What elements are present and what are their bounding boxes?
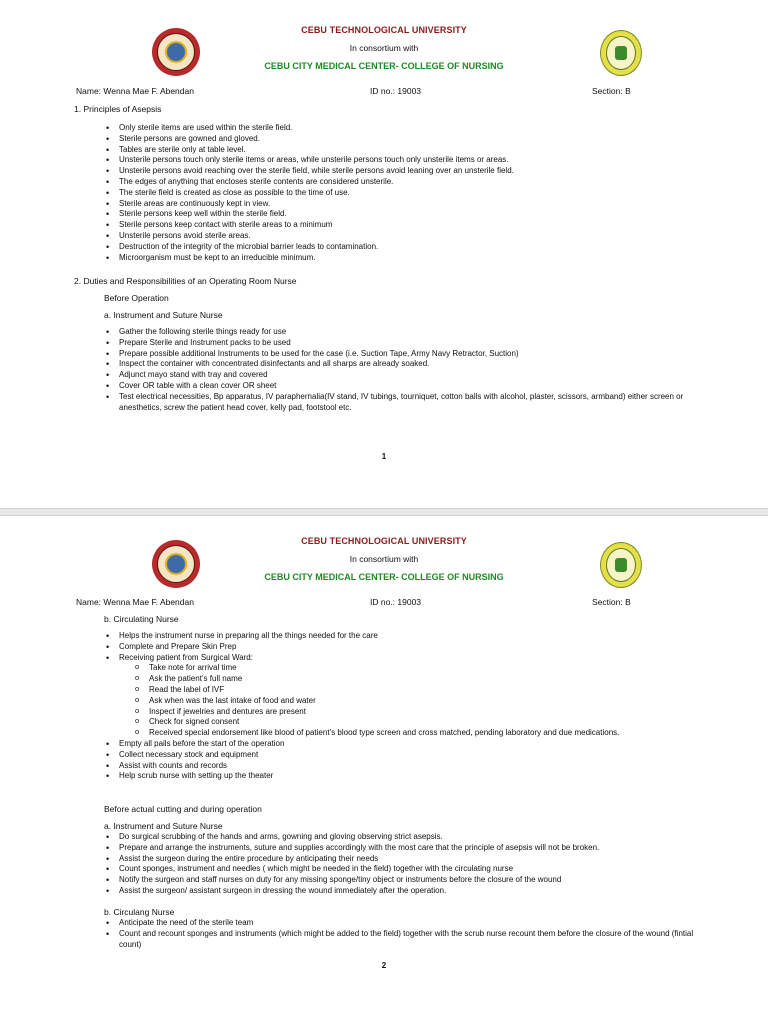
list-item: • Unsterile persons avoid sterile areas. — [106, 231, 726, 242]
page-2 — [0, 516, 768, 1024]
list-item: • Destruction of the integrity of the microbial barrier leads to contamination. — [106, 242, 726, 253]
student-name: Name: Wenna Mae F. Abendan — [76, 86, 194, 96]
instrument-nurse-heading: a. Instrument and Suture Nurse — [104, 310, 223, 320]
before-operation-heading: Before Operation — [104, 293, 169, 303]
page-separator — [0, 508, 768, 516]
list-item: • Count sponges, instrument and needles ( which might be needed in the field) together with the circulating nurse — [106, 864, 726, 875]
list-item: • Collect necessary stock and equipment — [106, 750, 726, 761]
student-section: Section: B — [592, 597, 631, 607]
list-item: • The sterile field is created as close as possible to the time of use. — [106, 188, 726, 199]
list-item: • Microorganism must be kept to an irreducible minimum. — [106, 253, 726, 264]
list-item: • Test electrical necessities, Bp apparatus, IV paraphernalia(IV stand, IV tubings, tourniquet, cotton balls with alcohol, plaster, scissors, armband) either screen or anesthetics, screw the patient head cover, kelly pad, footstool etc. — [106, 392, 710, 414]
list-item: • Inspect the container with concentrated disinfectants and all sharps are already soaked. — [106, 359, 710, 370]
college-title: CEBU CITY MEDICAL CENTER- COLLEGE OF NURSING — [264, 572, 504, 582]
instrument-nurse-heading-2: a. Instrument and Suture Nurse — [104, 821, 223, 831]
list-item: • Only sterile items are used within the sterile field. — [106, 123, 726, 134]
list-item: • Gather the following sterile things ready for use — [106, 327, 710, 338]
student-id: ID no.: 19003 — [370, 597, 422, 607]
list-item: • Count and recount sponges and instruments (which might be added to the field) together with the scrub nurse recount them before the closure of the wound (fintial count) — [106, 929, 712, 951]
section-1-title: 1. Principles of Asepsis — [74, 104, 162, 114]
list-item: • Assist the surgeon during the entire procedure by anticipating their needs — [106, 854, 726, 865]
list-item: • Anticipate the need of the sterile team — [106, 918, 712, 929]
list-item: • Complete and Prepare Skin Prep — [106, 642, 726, 653]
circulating-nurse-heading: b. Circulating Nurse — [104, 614, 179, 624]
student-id: ID no.: 19003 — [370, 86, 422, 96]
circulating-nurse-list-2 — [106, 918, 712, 950]
list-item: • Notify the surgeon and staff nurses on duty for any missing sponge/tiny object or instruments before the closure of the wound — [106, 875, 726, 886]
list-item: • Empty all pails before the start of the operation — [106, 739, 726, 750]
asepsis-list — [106, 123, 726, 263]
list-item: • Unsterile persons touch only sterile items or areas, while unsterile persons touch only unsterile items or areas. — [106, 155, 726, 166]
list-item-text: Receiving patient from Surgical Ward: — [119, 652, 253, 662]
circulating-nurse-list — [106, 631, 726, 782]
instrument-nurse-list — [106, 327, 710, 413]
university-title: CEBU TECHNOLOGICAL UNIVERSITY — [301, 25, 467, 35]
section-2-title: 2. Duties and Responsibilities of an Operating Room Nurse — [74, 276, 297, 286]
list-item: • Helps the instrument nurse in preparing all the things needed for the care — [106, 631, 726, 642]
university-title: CEBU TECHNOLOGICAL UNIVERSITY — [301, 536, 467, 546]
list-item: • Adjunct mayo stand with tray and covered — [106, 370, 710, 381]
list-item: • Unsterile persons avoid reaching over the sterile field, while sterile persons avoid leaning over an unsterile field. — [106, 166, 726, 177]
list-item: • Tables are sterile only at table level. — [106, 145, 726, 156]
list-item: • Sterile persons keep well within the sterile field. — [106, 209, 726, 220]
college-title: CEBU CITY MEDICAL CENTER- COLLEGE OF NURSING — [264, 61, 504, 71]
sub-list-item: o Inspect if jewelries and dentures are present — [135, 707, 726, 718]
student-section: Section: B — [592, 86, 631, 96]
sub-list-item: o Ask the patient’s full name — [135, 674, 726, 685]
list-item: • Do surgical scrubbing of the hands and arms, gowning and gloving observing strict asepsis. — [106, 832, 726, 843]
sub-list-item: o Check for signed consent — [135, 717, 726, 728]
list-item — [106, 653, 726, 739]
instrument-nurse-list-2 — [106, 832, 726, 897]
page-number: 2 — [381, 961, 387, 970]
list-item: • Sterile persons are gowned and gloved. — [106, 134, 726, 145]
list-item: • Prepare possible additional Instruments to be used for the case (i.e. Suction Tape, Army Navy Retractor, Suction) — [106, 349, 710, 360]
page-1 — [0, 0, 768, 508]
list-item: • Assist with counts and records — [106, 761, 726, 772]
page-number: 1 — [381, 452, 387, 461]
student-name: Name: Wenna Mae F. Abendan — [76, 597, 194, 607]
list-item: • The edges of anything that encloses sterile contents are considered unsterile. — [106, 177, 726, 188]
sub-list — [135, 663, 726, 739]
circulating-nurse-heading-2: b. Circulang Nurse — [104, 907, 175, 917]
list-item: • Cover OR table with a clean cover OR sheet — [106, 381, 710, 392]
consortium-text: In consortium with — [349, 554, 419, 564]
list-item: • Help scrub nurse with setting up the theater — [106, 771, 726, 782]
list-item: • Prepare and arrange the instruments, suture and supplies accordingly with the most care that the principle of asepsis will not be broken. — [106, 843, 726, 854]
list-item: • Prepare Sterile and Instrument packs to be used — [106, 338, 710, 349]
list-item: • Assist the surgeon/ assistant surgeon in dressing the wound immediately after the operation. — [106, 886, 726, 897]
during-operation-heading: Before actual cutting and during operation — [104, 804, 262, 814]
sub-list-item: o Received special endorsement like blood of patient’s blood type screen and cross matched, pending laboratory and due medications. — [135, 728, 726, 739]
list-item: • Sterile persons keep contact with sterile areas to a minimum — [106, 220, 726, 231]
sub-list-item: o Take note for arrival time — [135, 663, 726, 674]
consortium-text: In consortium with — [349, 43, 419, 53]
sub-list-item: o Ask when was the last intake of food and water — [135, 696, 726, 707]
list-item: • Sterile areas are continuously kept in view. — [106, 199, 726, 210]
sub-list-item: o Read the label of IVF — [135, 685, 726, 696]
